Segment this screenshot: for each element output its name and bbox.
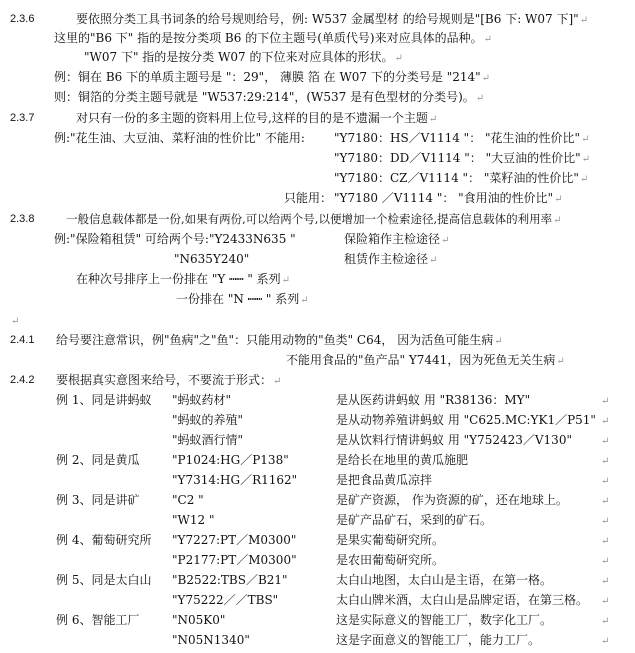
paragraph-mark: ↵ [553, 215, 562, 226]
example-code: "P1024:HG／P138" [172, 453, 289, 467]
line-text: "Y7180：CZ／V1114 "： "菜籽油的性价比" [334, 171, 579, 185]
line-text: 不能用食品的"鱼产品" Y7441，因为死鱼无关生病 [286, 353, 556, 367]
example-label: 例 3、同是讲矿 [56, 493, 140, 507]
paragraph-mark: ↵ [601, 496, 610, 507]
line-text: 例：铜在 B6 下的单质主题号是 "：29"， 薄膜 箔 在 W07 下的分类号是 "214" [54, 70, 481, 84]
line-text: 这里的"B6 下" 指的是按分类项 B6 的下位主题号(单质代号)来对应具体的品种。 [54, 31, 483, 45]
section-number-2-3-8: 2.3.8 [10, 213, 35, 225]
example-label: 例 6、智能工厂 [56, 613, 140, 627]
line-text: "Y7180：DD／V1114 "： "大豆油的性价比" [334, 151, 581, 165]
example-note: 是农田葡萄研究所。 [336, 553, 445, 567]
section-number-2-4-2: 2.4.2 [10, 374, 35, 386]
text-line [56, 373, 281, 388]
example-note: 太白山地图，太白山是主语，在第一格。 [336, 573, 553, 587]
example-code: "Y7227:PT／M0300" [172, 533, 297, 547]
example-label: 例 4、葡萄研究所 [56, 533, 152, 547]
example-note: 是果实葡萄研究所。 [336, 533, 445, 547]
line-text: 要依照分类工具书词条的给号规则给号，例: W537 金属型材 的给号规则是"[B6 下: W07 下]" [76, 12, 579, 26]
text-line [334, 171, 588, 186]
text-line [176, 292, 309, 307]
text-line [54, 232, 296, 247]
example-label: 例 2、同是黄瓜 [56, 453, 140, 467]
example-code: "N05N1340" [172, 633, 250, 647]
example-note: 是从动物养殖讲蚂蚁 用 "C625.MC:YK1／P51" [336, 413, 596, 427]
text-line [334, 131, 589, 146]
text-line [334, 191, 563, 206]
example-code: "蚂蚁的养殖" [172, 413, 244, 427]
text-line [284, 191, 332, 206]
paragraph-mark: ↵ [300, 295, 309, 306]
paragraph-mark: ↵ [581, 134, 590, 145]
section-number-2-3-7: 2.3.7 [10, 112, 35, 124]
example-code: "N05K0" [172, 613, 226, 627]
line-text: 例:"保险箱租赁" 可给两个号:"Y2433N635 " [54, 232, 296, 246]
section-number-2-3-6: 2.3.6 [10, 13, 35, 25]
paragraph-mark [600, 513, 609, 528]
line-text: "W07 下" 指的是按分类 W07 的下位来对应具体的形状。 [84, 50, 394, 64]
line-text: "Y7180 ／V1114 "： "食用油的性价比" [334, 191, 554, 205]
example-note: 是从饮料行情讲蚂蚁 用 "Y752423／V130" [336, 433, 572, 447]
paragraph-mark: ↵ [579, 15, 589, 26]
paragraph-mark: ↵ [429, 255, 438, 266]
paragraph-mark [600, 473, 609, 488]
section-number-2-4-1: 2.4.1 [10, 334, 35, 346]
paragraph-mark [600, 633, 609, 648]
text-line [56, 333, 503, 348]
example-code: "P2177:PT／M0300" [172, 553, 297, 567]
text-line [54, 31, 492, 46]
line-text: 在种次号排序上一份排在 "Y ┉┉ " 系列 [76, 272, 281, 286]
paragraph-mark: ↵ [601, 536, 610, 547]
line-text: 要根据真实意图来给号，不要流于形式： [56, 373, 273, 387]
paragraph-mark [600, 553, 609, 568]
paragraph-mark [600, 533, 609, 548]
paragraph-mark [600, 593, 609, 608]
line-text: 租赁作主检途径 [344, 252, 429, 266]
text-line [54, 131, 305, 146]
example-note: 这是实际意义的智能工厂，数字化工厂。 [336, 613, 553, 627]
text-line [334, 151, 590, 166]
paragraph-mark: ↵ [601, 396, 610, 407]
example-code: "蚂蚁药材" [172, 393, 232, 407]
text-line [76, 12, 588, 27]
example-note: 太白山牌米酒，太白山是品牌定语，在第三格。 [336, 593, 589, 607]
paragraph-mark: ↵ [601, 556, 610, 567]
text-line [84, 50, 403, 65]
text-line [286, 353, 565, 368]
paragraph-mark: ↵ [554, 194, 563, 205]
paragraph-mark: ↵ [601, 456, 610, 467]
text-line [54, 90, 484, 105]
line-text: 则：铜箔的分类主题号就是 "W537:29:214"，(W537 是有色型材的分类号)。 [54, 90, 475, 104]
paragraph-mark [600, 493, 609, 508]
paragraph-mark: ↵ [601, 436, 610, 447]
example-label: 例 1、同是讲蚂蚁 [56, 393, 152, 407]
line-text: "Y7180：HS／V1114 "： "花生油的性价比" [334, 131, 581, 145]
paragraph-mark: ↵ [601, 596, 610, 607]
paragraph-mark [600, 393, 609, 408]
line-text: 对只有一份的多主题的资料用上位号,这样的目的是不遗漏一个主题 [76, 111, 428, 125]
paragraph-mark: ↵ [281, 275, 291, 286]
paragraph-mark: ↵ [556, 356, 565, 367]
line-text: 例:"花生油、大豆油、菜籽油的性价比" 不能用: [54, 131, 305, 145]
paragraph-mark [600, 613, 609, 628]
text-line [344, 232, 449, 247]
example-label: 例 5、同是太白山 [56, 573, 152, 587]
example-note: 是给长在地里的黄瓜施肥 [336, 453, 469, 467]
paragraph-mark: ↵ [11, 316, 20, 327]
example-code: "W12 " [172, 513, 215, 527]
paragraph-mark: ↵ [601, 636, 610, 647]
line-text: 只能用： [284, 191, 333, 205]
paragraph-mark: ↵ [601, 416, 610, 427]
paragraph-mark [600, 573, 609, 588]
paragraph-mark: ↵ [441, 235, 450, 246]
line-text: 保险箱作主检途径 [344, 232, 441, 246]
line-text: 给号要注意常识，例"鱼病"之"鱼"：只能用动物的"鱼类" C64， 因为活鱼可能生病 [56, 333, 494, 347]
paragraph-mark: ↵ [601, 616, 610, 627]
paragraph-mark: ↵ [601, 516, 610, 527]
example-note: 是矿产资源， 作为资源的矿，还在地球上。 [336, 493, 568, 507]
example-note: 是从医药讲蚂蚁 用 "R38136：MY" [336, 393, 531, 407]
text-line [76, 111, 437, 126]
text-line [344, 252, 437, 267]
line-text: 一份排在 "N ┉┉ " 系列 [176, 292, 300, 306]
paragraph-mark: ↵ [394, 53, 403, 64]
example-code: "Y7314:HG／R1162" [172, 473, 298, 487]
paragraph-mark: ↵ [601, 576, 610, 587]
text-line [66, 212, 562, 227]
paragraph-mark: ↵ [579, 174, 589, 185]
example-note: 这是字面意义的智能工厂，能力工厂。 [336, 633, 541, 647]
example-code: "B2522:TBS／B21" [172, 573, 288, 587]
paragraph-mark [600, 453, 609, 468]
example-note: 是把食品黄瓜凉拌 [336, 473, 433, 487]
paragraph-mark [600, 413, 609, 428]
paragraph-mark: ↵ [428, 114, 438, 125]
example-note: 是矿产品矿石，采到的矿石。 [336, 513, 493, 527]
paragraph-mark: ↵ [481, 73, 491, 84]
text-line [174, 252, 249, 267]
paragraph-mark: ↵ [494, 336, 503, 347]
example-code: "C2 " [172, 493, 204, 507]
paragraph-mark: ↵ [601, 476, 610, 487]
paragraph-mark: ↵ [475, 93, 485, 104]
line-text: 一般信息载体都是一份,如果有两份,可以给两个号,以便增加一个检索途径,提高信息载体的利用率 [66, 212, 553, 226]
paragraph-mark: ↵ [273, 376, 282, 387]
text-line [54, 70, 490, 85]
example-code: "蚂蚁酒行情" [172, 433, 244, 447]
paragraph-mark: ↵ [581, 154, 591, 165]
paragraph-mark [600, 433, 609, 448]
empty-paragraph [10, 313, 19, 328]
paragraph-mark: ↵ [483, 34, 492, 45]
example-code: "Y75222／／TBS" [172, 593, 279, 607]
line-text: "N635Y240" [174, 252, 250, 266]
text-line [76, 272, 290, 287]
